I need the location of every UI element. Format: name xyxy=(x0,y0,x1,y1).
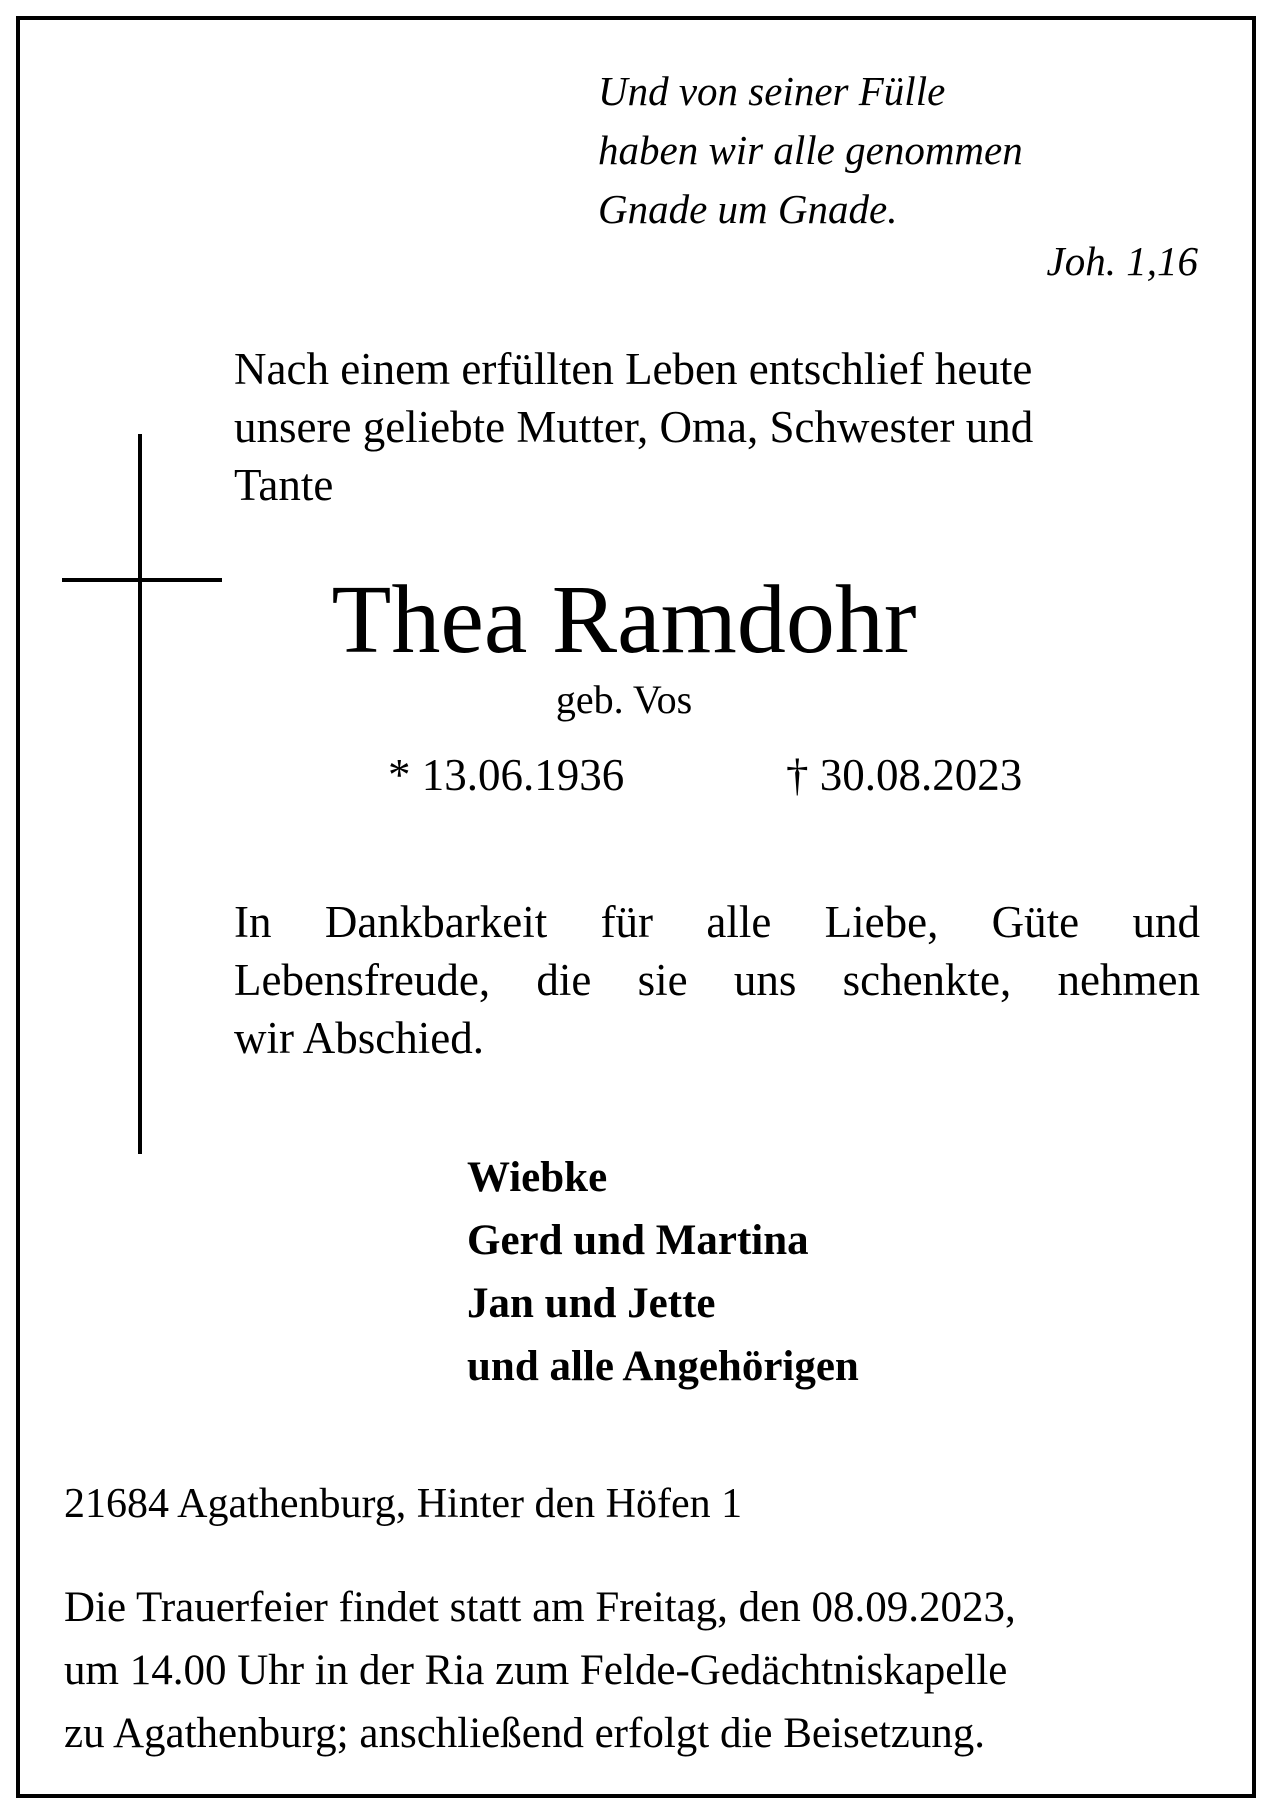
bible-reference: Joh. 1,16 xyxy=(1046,238,1198,284)
mourner: Wiebke xyxy=(467,1154,608,1201)
mourner: und alle Angehörigen xyxy=(467,1343,859,1390)
bible-quote xyxy=(598,62,1198,239)
service-line: um 14.00 Uhr in der Ria zum Felde-Gedächtniskapelle xyxy=(64,1647,1008,1694)
funeral-service-info xyxy=(64,1576,1214,1765)
intro-text xyxy=(234,340,1200,514)
birth-date: * 13.06.1936 xyxy=(388,750,625,800)
death-date: † 30.08.2023 xyxy=(786,750,1023,800)
cross-icon xyxy=(62,434,222,1154)
gratitude-text xyxy=(234,893,1200,1067)
service-line: Die Trauerfeier findet statt am Freitag, den 08.09.2023, xyxy=(64,1584,1016,1631)
intro-line: unsere geliebte Mutter, Oma, Schwester und xyxy=(234,402,1034,452)
quote-line: haben wir alle genommen xyxy=(598,127,1023,173)
gratitude-line: Lebensfreude, die sie uns schenkte, nehmen xyxy=(234,955,1200,1005)
quote-line: Und von seiner Fülle xyxy=(598,68,946,114)
gratitude-line: wir Abschied. xyxy=(234,1013,484,1063)
intro-line: Nach einem erfüllten Leben entschlief heute xyxy=(234,344,1033,394)
gratitude-line: In Dankbarkeit für alle Liebe, Güte und xyxy=(234,897,1200,947)
deceased-name: Thea Ramdohr xyxy=(331,566,917,674)
address: 21684 Agathenburg, Hinter den Höfen 1 xyxy=(64,1481,743,1527)
service-line: zu Agathenburg; anschließend erfolgt die Beisetzung. xyxy=(64,1710,986,1757)
maiden-name: geb. Vos xyxy=(555,677,693,722)
quote-line: Gnade um Gnade. xyxy=(598,186,898,232)
mourner: Jan und Jette xyxy=(467,1280,716,1327)
mourner: Gerd und Martina xyxy=(467,1217,809,1264)
intro-line: Tante xyxy=(234,460,334,510)
mourners-list xyxy=(467,1146,859,1398)
